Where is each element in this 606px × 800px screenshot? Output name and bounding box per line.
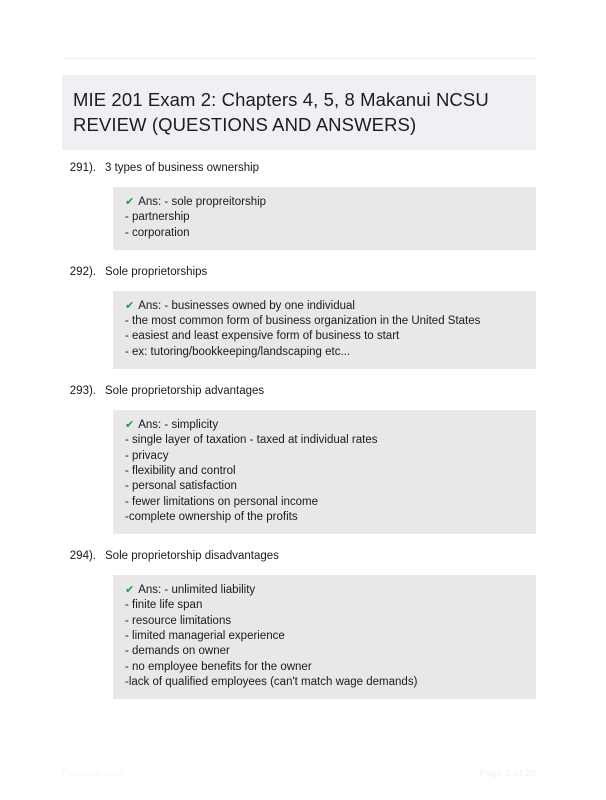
answer-box	[113, 575, 536, 699]
page-footer	[62, 768, 536, 779]
answer-first-text: Ans: - sole propreitorship	[138, 196, 267, 208]
answer-line: - limited managerial experience	[125, 630, 285, 643]
question-number: 293).	[69, 385, 96, 398]
check-icon: ✔	[125, 584, 135, 597]
page-number: Page 1 of 28	[479, 768, 536, 779]
question-number: 294).	[69, 550, 96, 563]
answer-line: - fewer limitations on personal income	[125, 495, 319, 508]
qa-block	[0, 160, 606, 250]
question-text: Sole proprietorship disadvantages	[105, 550, 279, 563]
answer-box	[113, 410, 536, 534]
qa-block	[0, 264, 606, 369]
answer-line: - resource limitations	[125, 614, 232, 627]
answer-line: - easiest and least expensive form of business to start	[125, 330, 400, 343]
question-row	[0, 548, 606, 564]
answer-line: - corporation	[125, 226, 190, 239]
answer-box	[113, 291, 536, 369]
answer-line: -complete ownership of the profits	[125, 510, 298, 523]
answer-first-line	[125, 299, 524, 314]
answer-line: - privacy	[125, 449, 169, 462]
check-icon: ✔	[125, 419, 135, 432]
answer-line: -lack of qualified employees (can't match wage demands)	[125, 675, 418, 688]
answer-line: - demands on owner	[125, 645, 230, 658]
question-number: 291).	[69, 162, 96, 174]
answer-line: - ex: tutoring/bookkeeping/landscaping etc...	[125, 345, 351, 358]
question-row	[0, 383, 606, 399]
question-text: 3 types of business ownership	[105, 162, 260, 174]
answer-line: - the most common form of business organization in the United States	[125, 315, 481, 328]
question-text: Sole proprietorship advantages	[105, 385, 265, 398]
answer-first-text: Ans: - unlimited liability	[138, 584, 256, 597]
answer-line: - personal satisfaction	[125, 480, 237, 493]
answer-box	[113, 187, 536, 250]
answer-first-text: Ans: - simplicity	[138, 419, 219, 432]
question-row	[0, 264, 606, 280]
check-icon: ✔	[125, 196, 135, 208]
answer-line: - flexibility and control	[125, 464, 236, 477]
header-divider	[62, 58, 536, 59]
question-number: 292).	[69, 265, 96, 278]
question-row	[0, 160, 606, 176]
site-watermark: PaperStic.com	[62, 768, 124, 778]
answer-first-line	[125, 583, 524, 598]
qa-block	[0, 548, 606, 699]
answer-line: - single layer of taxation - taxed at individual rates	[125, 434, 378, 447]
check-icon: ✔	[125, 299, 135, 312]
answer-first-text: Ans: - businesses owned by one individual	[138, 299, 355, 312]
question-answer-list	[0, 160, 606, 713]
answer-first-line	[125, 418, 524, 433]
answer-first-line	[125, 195, 524, 210]
question-text: Sole proprietorships	[105, 265, 208, 278]
page-title: MIE 201 Exam 2: Chapters 4, 5, 8 Makanui NCSU REVIEW (QUESTIONS AND ANSWERS)	[62, 75, 536, 150]
answer-line: - finite life span	[125, 599, 203, 612]
qa-block	[0, 383, 606, 534]
answer-line: - partnership	[125, 211, 190, 224]
answer-line: - no employee benefits for the owner	[125, 660, 312, 673]
